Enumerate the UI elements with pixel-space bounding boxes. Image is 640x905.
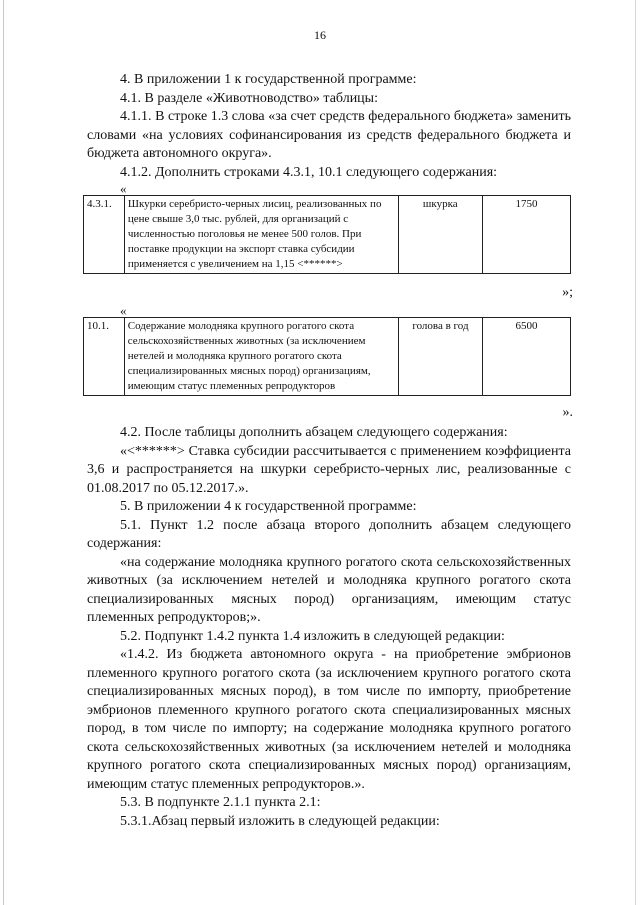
paragraph: 4. В приложении 1 к государственной программе: bbox=[120, 72, 417, 87]
opening-quote: « bbox=[120, 303, 127, 318]
paragraph: 5.2. Подпункт 1.4.2 пункта 1.4 изложить в следующей редакции: bbox=[120, 628, 505, 644]
page-edge-left bbox=[3, 0, 4, 905]
opening-quote: « bbox=[120, 181, 127, 196]
paragraph: «<******> Ставка субсидии рассчитывается с применением коэффициента 3,6 и распространяется на шкурки серебристо-черных лис, реализованные с 01.08.2017 по 05.12.2017.». bbox=[87, 443, 571, 496]
amendment-table-row-4-3-1 bbox=[83, 195, 571, 274]
paragraph: 4.2. После таблицы дополнить абзацем следующего содержания: bbox=[120, 425, 508, 440]
table-row bbox=[84, 318, 571, 396]
paragraph: 4.1.1. В строке 1.3 слова «за счет средств федерального бюджета» заменить словами «на условиях софинансирования из средств федерального бюджета и бюджета автономного округа». bbox=[87, 109, 571, 161]
paragraph: «на содержание молодняка крупного рогатого скота сельскохозяйственных животных (за исключением нетелей и молодняка крупного рогатого скота специализированных мясных пород) организациям, имеющим статус племенных репродукторов;». bbox=[87, 554, 571, 625]
amendment-table-row-10-1 bbox=[83, 317, 571, 396]
paragraph: 5. В приложении 4 к государственной программе: bbox=[120, 499, 417, 514]
row-value: 1750 bbox=[482, 196, 570, 274]
row-unit: шкурка bbox=[398, 196, 482, 274]
row-unit: голова в год bbox=[398, 318, 482, 396]
row-number: 10.1. bbox=[84, 318, 125, 396]
row-description: Содержание молодняка крупного рогатого скота сельскохозяйственных животных (за исключением нетелей и молодняка крупного рогатого скота специализированных мясных пород) организациям, имеющим статус племенных репродукторов bbox=[124, 318, 398, 396]
page-number: 16 bbox=[314, 28, 326, 42]
document-body bbox=[87, 71, 571, 831]
table-row bbox=[84, 196, 571, 274]
paragraph: 4.1.2. Дополнить строками 4.3.1, 10.1 следующего содержания: bbox=[120, 164, 498, 180]
paragraph: 5.1. Пункт 1.2 после абзаца второго дополнить абзацем следующего содержания: bbox=[87, 517, 571, 551]
row-number: 4.3.1. bbox=[84, 196, 125, 274]
paragraph: «1.4.2. Из бюджета автономного округа - на приобретение эмбрионов племенного крупного рогатого скота (за исключением крупного рогатого скота специализированных мясных пород), в том числе по импорту, приобретение эмбрионов племенного крупного рогатого скота специализированных мясных пород, в том числе по импорту; на содержание молодняка крупного рогатого скота сельскохозяйственных животных (за исключением нетелей и молодняка крупного рогатого скота специализированных мясных пород) организациям, имеющим статус племенных репродукторов.». bbox=[87, 647, 571, 792]
paragraph: 5.3. В подпункте 2.1.1 пункта 2.1: bbox=[120, 795, 321, 810]
row-value: 6500 bbox=[483, 318, 571, 396]
page-edge-right bbox=[635, 0, 636, 905]
closing-quote: ». bbox=[562, 405, 573, 420]
row-description: Шкурки серебристо-черных лисиц, реализованных по цене свыше 3,0 тыс. рублей, для организаций с численностью поголовья не менее 500 голов. При поставке продукции на экспорт ставка субсидии применяется с увеличением на 1,15 <******> bbox=[124, 196, 398, 274]
paragraph: 4.1. В разделе «Животноводство» таблицы: bbox=[120, 90, 378, 106]
closing-quote: »; bbox=[562, 285, 573, 300]
paragraph: 5.3.1.Абзац первый изложить в следующей редакции: bbox=[120, 813, 440, 829]
